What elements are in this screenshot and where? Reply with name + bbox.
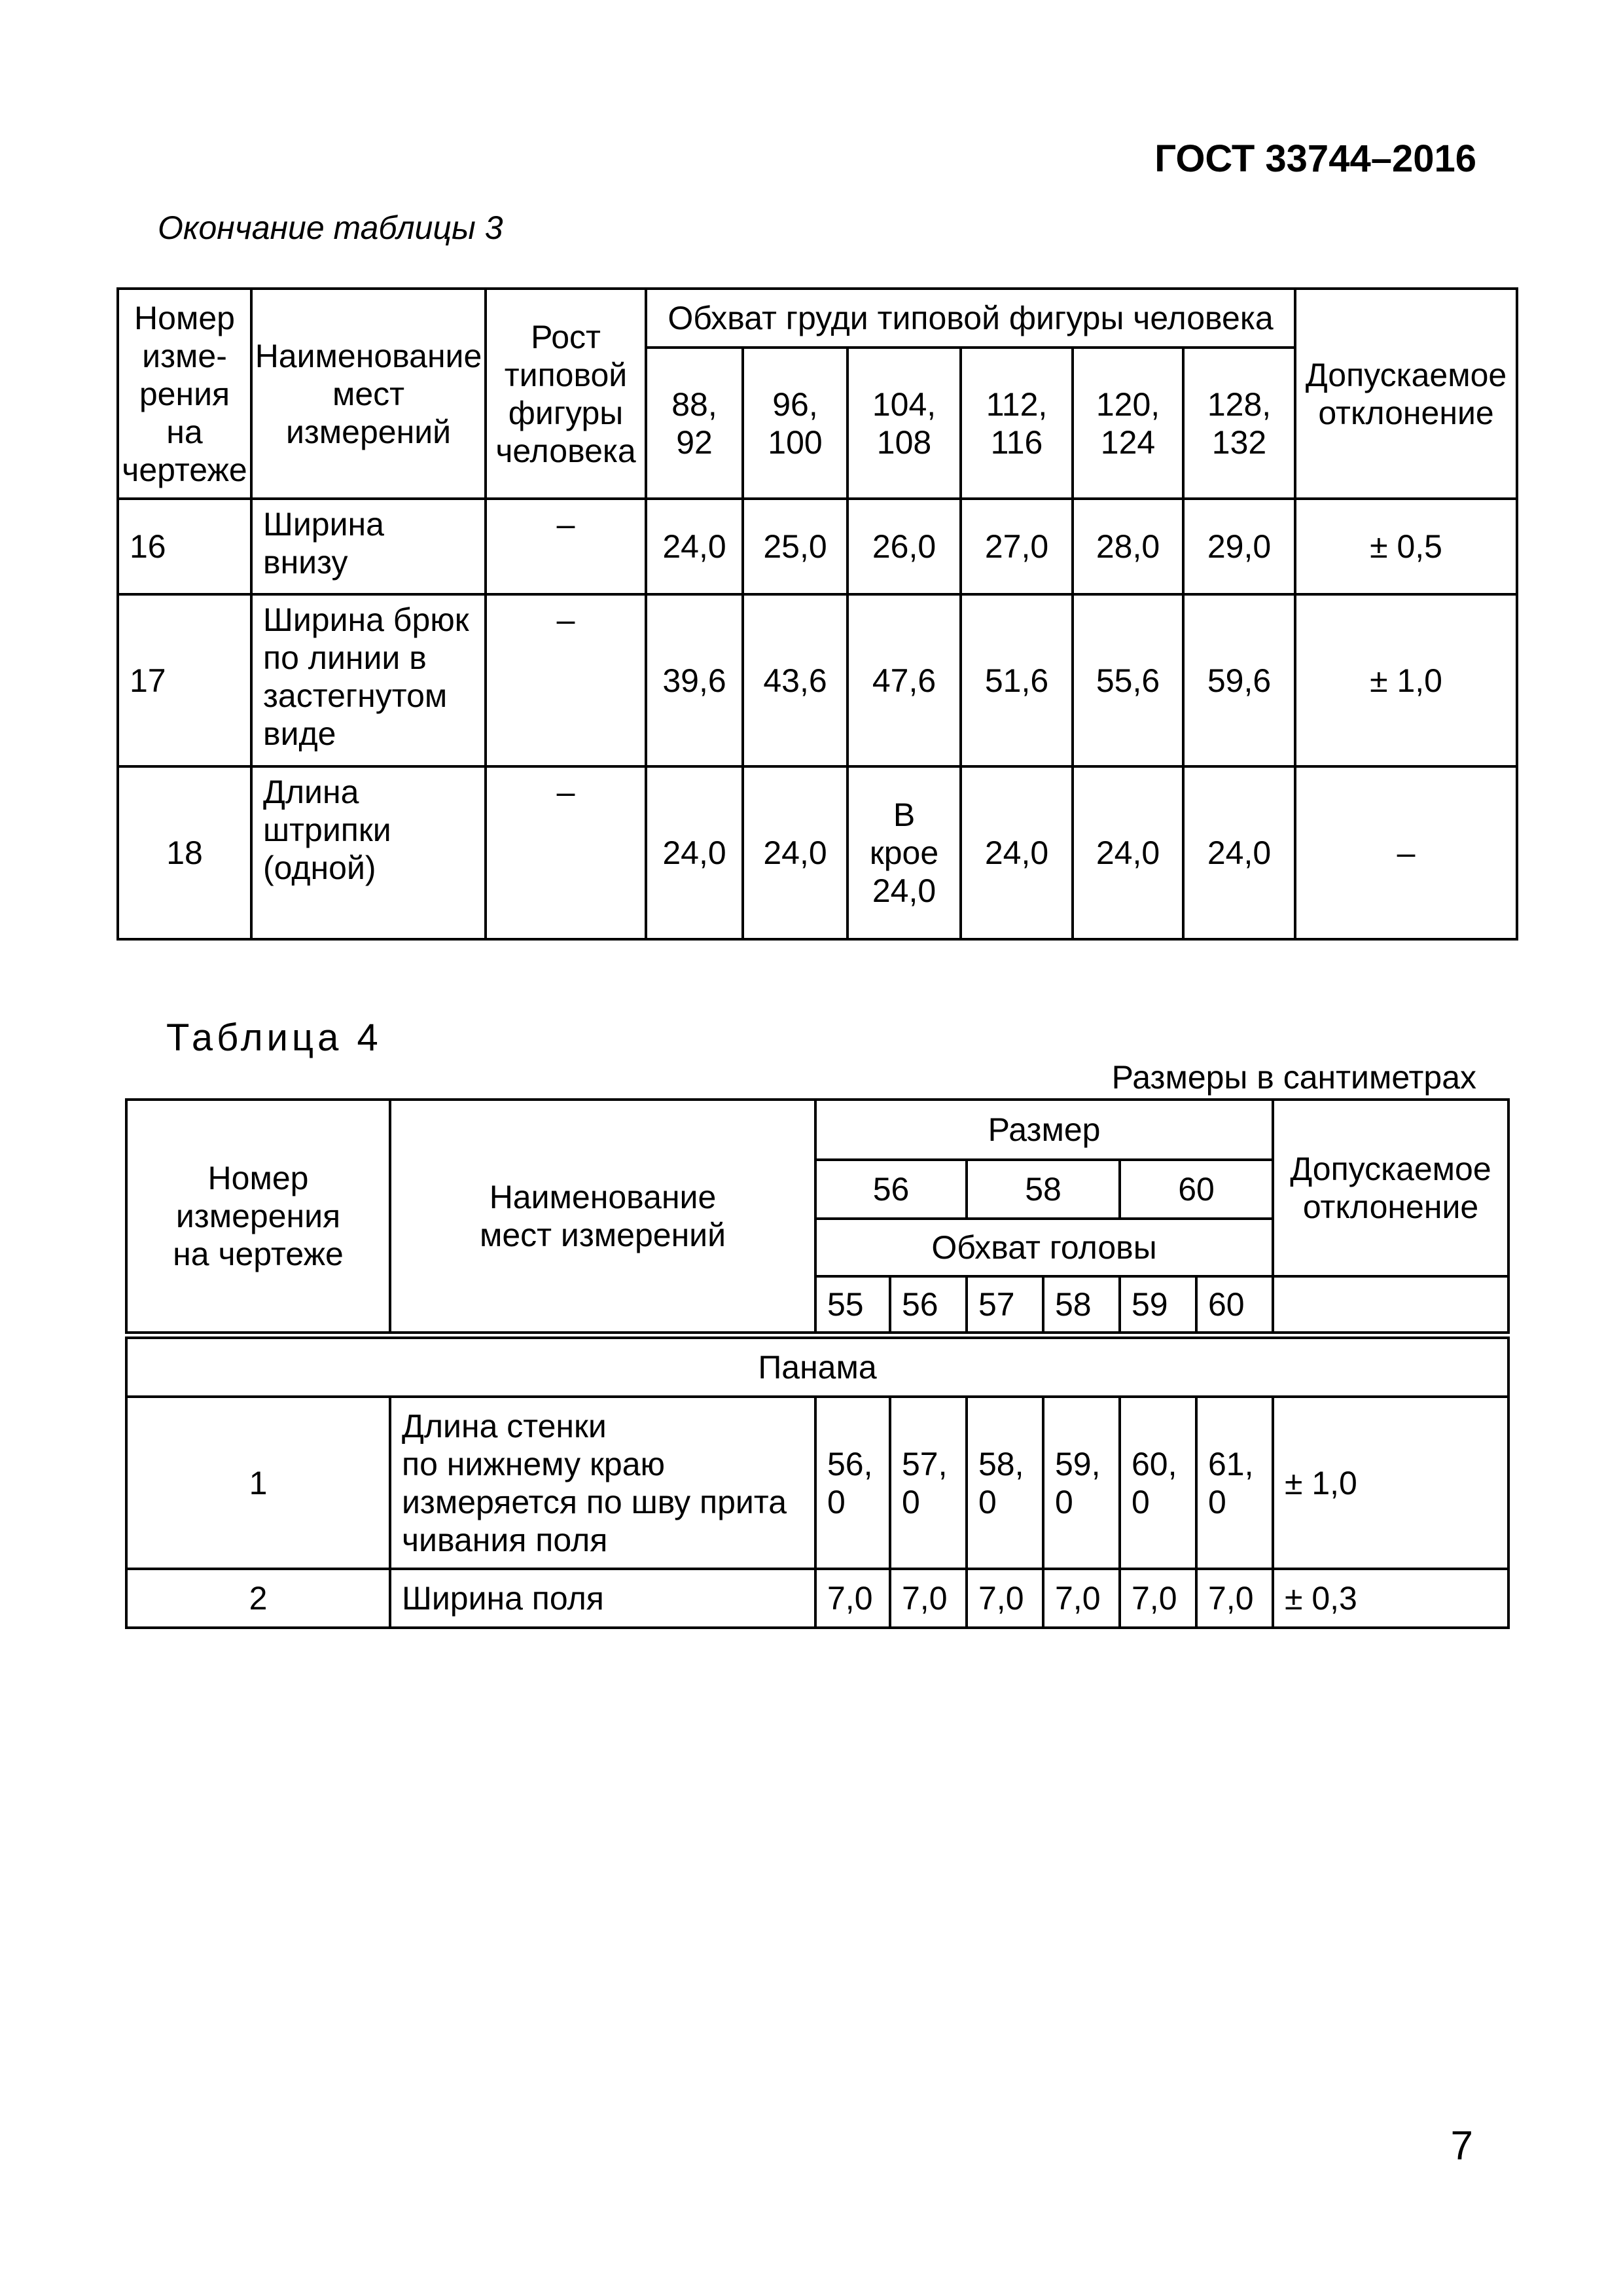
chest-value: 27,0 bbox=[961, 499, 1073, 594]
size-value: 60, 0 bbox=[1120, 1397, 1196, 1569]
size-value: 59, 0 bbox=[1043, 1397, 1120, 1569]
chest-value: 24,0 bbox=[743, 766, 847, 939]
size-value: 56, 0 bbox=[815, 1397, 890, 1569]
chest-value: 43,6 bbox=[743, 594, 847, 766]
t3-header-tolerance: Допускаемое отклонение bbox=[1295, 289, 1517, 499]
t4-header-size: 60 bbox=[1120, 1160, 1273, 1219]
t4-header-head-girth: 58 bbox=[1043, 1276, 1120, 1335]
row-number: 2 bbox=[126, 1569, 390, 1628]
size-value: 57, 0 bbox=[890, 1397, 967, 1569]
height-value: – bbox=[486, 499, 646, 594]
t3-header-chest-size: 88, 92 bbox=[646, 348, 743, 499]
t4-header-head-girth: 55 bbox=[815, 1276, 890, 1335]
chest-value: 59,6 bbox=[1183, 594, 1295, 766]
chest-value: 24,0 bbox=[646, 499, 743, 594]
chest-value: 51,6 bbox=[961, 594, 1073, 766]
t3-header-chest-size: 104, 108 bbox=[847, 348, 961, 499]
chest-value: 24,0 bbox=[1183, 766, 1295, 939]
t4-header-head-girth: 57 bbox=[967, 1276, 1043, 1335]
table-4 bbox=[125, 1098, 1510, 1629]
t4-header-empty-cell bbox=[1273, 1276, 1508, 1335]
row-number: 1 bbox=[126, 1397, 390, 1569]
t4-section-row bbox=[126, 1335, 1508, 1397]
table-3-continuation-caption: Окончание таблицы 3 bbox=[158, 209, 503, 246]
measurement-name: Длина стенки по нижнему краю измеряется по шву прита чивания поля bbox=[390, 1397, 815, 1569]
size-value: 7,0 bbox=[1120, 1569, 1196, 1628]
measurement-name: Ширина поля bbox=[390, 1569, 815, 1628]
chest-value: В крое 24,0 bbox=[847, 766, 961, 939]
t4-header-name: Наименование мест измерений bbox=[390, 1100, 815, 1335]
table-4-title: Таблица 4 bbox=[166, 1016, 382, 1059]
size-value: 58, 0 bbox=[967, 1397, 1043, 1569]
t3-header-chest-group: Обхват груди типовой фигуры человека bbox=[646, 289, 1295, 348]
size-value: 7,0 bbox=[967, 1569, 1043, 1628]
height-value: – bbox=[486, 594, 646, 766]
t4-header-row-1 bbox=[126, 1100, 1508, 1160]
t3-header-chest-size: 112, 116 bbox=[961, 348, 1073, 499]
table-3 bbox=[116, 287, 1518, 941]
chest-value: 24,0 bbox=[1073, 766, 1183, 939]
size-value: 61, 0 bbox=[1196, 1397, 1273, 1569]
measurement-name: Ширина брюк по линии в застегнутом виде bbox=[251, 594, 486, 766]
t3-row-17 bbox=[118, 594, 1517, 766]
t3-row-18 bbox=[118, 766, 1517, 939]
t4-row-2 bbox=[126, 1569, 1508, 1628]
tolerance-value: ± 1,0 bbox=[1273, 1397, 1508, 1569]
size-value: 7,0 bbox=[815, 1569, 890, 1628]
tolerance-value: ± 0,3 bbox=[1273, 1569, 1508, 1628]
chest-value: 25,0 bbox=[743, 499, 847, 594]
t4-header-tolerance: Допускаемое отклонение bbox=[1273, 1100, 1508, 1276]
measurement-name: Ширина внизу bbox=[251, 499, 486, 594]
t4-header-size: 58 bbox=[967, 1160, 1120, 1219]
t4-header-head-girth: 60 bbox=[1196, 1276, 1273, 1335]
document-code: ГОСТ 33744–2016 bbox=[1154, 137, 1476, 180]
chest-value: 29,0 bbox=[1183, 499, 1295, 594]
t3-header-chest-size: 96, 100 bbox=[743, 348, 847, 499]
t3-header-row bbox=[118, 289, 1517, 348]
row-number: 18 bbox=[118, 766, 251, 939]
t4-row-1 bbox=[126, 1397, 1508, 1569]
size-value: 7,0 bbox=[1043, 1569, 1120, 1628]
t4-section-panama: Панама bbox=[126, 1335, 1508, 1397]
t3-header-name: Наименование мест измерений bbox=[251, 289, 486, 499]
t4-header-head-girth: 59 bbox=[1120, 1276, 1196, 1335]
t3-row-16 bbox=[118, 499, 1517, 594]
units-note: Размеры в сантиметрах bbox=[1111, 1059, 1476, 1096]
chest-value: 39,6 bbox=[646, 594, 743, 766]
t3-header-number: Номер изме- рения на чертеже bbox=[118, 289, 251, 499]
page-number: 7 bbox=[1450, 2123, 1473, 2168]
chest-value: 28,0 bbox=[1073, 499, 1183, 594]
size-value: 7,0 bbox=[1196, 1569, 1273, 1628]
t3-header-chest-size: 120, 124 bbox=[1073, 348, 1183, 499]
tolerance-value: ± 1,0 bbox=[1295, 594, 1517, 766]
t3-header-chest-size: 128, 132 bbox=[1183, 348, 1295, 499]
t4-header-size: 56 bbox=[815, 1160, 967, 1219]
t4-header-number: Номер измерения на чертеже bbox=[126, 1100, 390, 1335]
chest-value: 26,0 bbox=[847, 499, 961, 594]
height-value: – bbox=[486, 766, 646, 939]
chest-value: 55,6 bbox=[1073, 594, 1183, 766]
chest-value: 24,0 bbox=[646, 766, 743, 939]
t4-header-head-group: Обхват головы bbox=[815, 1219, 1273, 1276]
tolerance-value: ± 0,5 bbox=[1295, 499, 1517, 594]
chest-value: 47,6 bbox=[847, 594, 961, 766]
t4-header-size-group: Размер bbox=[815, 1100, 1273, 1160]
row-number: 16 bbox=[118, 499, 251, 594]
size-value: 7,0 bbox=[890, 1569, 967, 1628]
t3-header-height: Рост типовой фигуры человека bbox=[486, 289, 646, 499]
measurement-name: Длина штрипки (одной) bbox=[251, 766, 486, 939]
row-number: 17 bbox=[118, 594, 251, 766]
chest-value: 24,0 bbox=[961, 766, 1073, 939]
tolerance-value: – bbox=[1295, 766, 1517, 939]
t4-header-head-girth: 56 bbox=[890, 1276, 967, 1335]
